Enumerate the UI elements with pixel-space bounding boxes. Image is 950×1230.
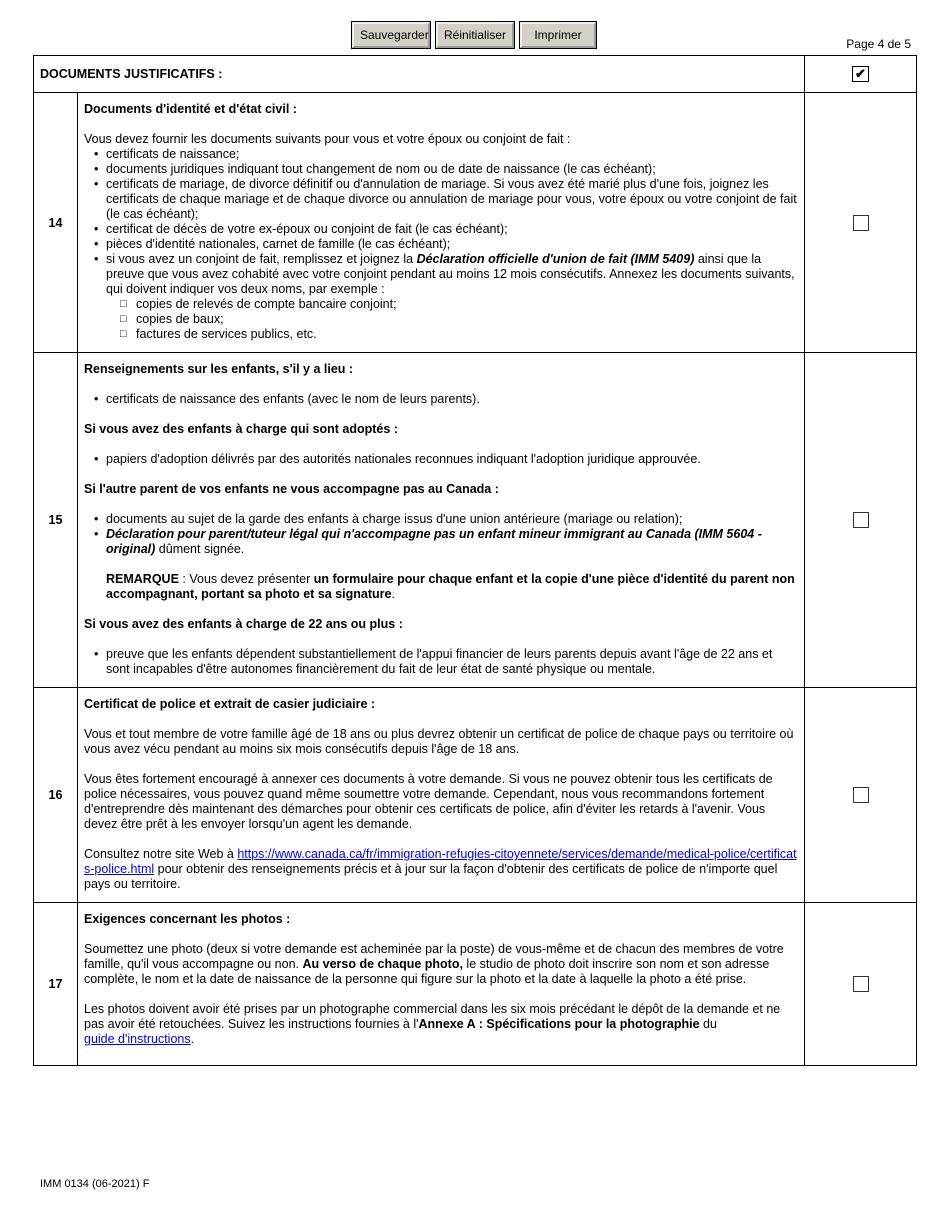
paragraph: Vous et tout membre de votre famille âgé de 18 ans ou plus devrez obtenir un certificat de police de chaque pays ou territoire où vous avez vécu pendant au moins six mois consécutifs depuis l'âge de 18 ans.	[84, 727, 794, 756]
form-code: IMM 0134 (06-2021) F	[40, 1178, 150, 1190]
paragraph: Vous êtes fortement encouragé à annexer ces documents à votre demande. Si vous ne pouvez obtenir tous les certificats de police nécessaires, vous pouvez quand même soumettre votre demande. Cependant, nous vous recommandons fortement d'entreprendre dès maintenant des démarches pour obtenir ces certificats de police, afin d'éviter les retards à l'avenir. Vous devez être prêt à les envoyer lorsqu'un agent les demande.	[84, 772, 773, 831]
row-number: 15	[34, 353, 78, 688]
row-content	[78, 93, 805, 353]
section-title: Exigences concernant les photos :	[84, 912, 291, 926]
row-number: 14	[34, 93, 78, 353]
list-item: • papiers d'adoption délivrés par des autorités nationales reconnues indiquant l'adoption juridique approuvée.	[106, 452, 798, 467]
instruction-guide-link[interactable]: guide d'instructions	[84, 1032, 191, 1046]
form-reference: Déclaration pour parent/tuteur légal qui n'accompagne pas un enfant mineur immigrant au Canada (IMM 5604 - original)	[106, 527, 762, 556]
header-row	[34, 56, 917, 93]
section-subtitle: Si vous avez des enfants à charge qui sont adoptés :	[84, 422, 398, 436]
document-list	[84, 147, 798, 342]
form-reference: Déclaration officielle d'union de fait (IMM 5409)	[416, 252, 695, 266]
table-row	[34, 353, 917, 688]
checkbox-14[interactable]	[853, 215, 869, 231]
save-button[interactable]: Sauvegarder	[352, 22, 430, 48]
list-item: • Déclaration pour parent/tuteur légal qui n'accompagne pas un enfant mineur immigrant au Canada (IMM 5604 - original) dûment signée.	[106, 527, 798, 557]
section-title: Certificat de police et extrait de casier judiciaire :	[84, 697, 376, 711]
table-row	[34, 903, 917, 1066]
row-number: 16	[34, 688, 78, 903]
paragraph: Consultez notre site Web à https://www.canada.ca/fr/immigration-refugies-citoyennete/services/demande/medical-police/certificats-police.html pour obtenir des renseignements précis et à jour sur la façon d'obtenir des certificats de police de n'importe quel pays ou territoire.	[84, 847, 797, 891]
checkbox-16[interactable]	[853, 787, 869, 803]
list-item: • preuve que les enfants dépendent substantiellement de l'appui financier de leurs parents depuis avant l'âge de 22 ans et sont incapables d'être autonomes financièrement du fait de leur état de santé physique ou mentale.	[106, 647, 798, 677]
section-title: Documents d'identité et d'état civil :	[84, 102, 297, 116]
reset-button[interactable]: Réinitialiser	[436, 22, 514, 48]
list-item: • documents juridiques indiquant tout changement de nom ou de date de naissance (le cas échéant);	[106, 162, 798, 177]
sub-list	[106, 297, 798, 342]
sub-list-item: □ factures de services publics, etc.	[136, 327, 798, 342]
section-title: Renseignements sur les enfants, s'il y a lieu :	[84, 362, 354, 376]
print-button[interactable]: Imprimer	[520, 22, 596, 48]
paragraph: Les photos doivent avoir été prises par un photographe commercial dans les six mois précédant le dépôt de la demande et ne pas avoir été retouchées. Suivez les instructions fournies à l'Annexe A : Spécifications pour la photographie du guide d'instructions.	[84, 1002, 781, 1046]
list-item: • documents au sujet de la garde des enfants à charge issus d'une union antérieure (mariage ou relation);	[106, 512, 798, 527]
section-subtitle: Si l'autre parent de vos enfants ne vous accompagne pas au Canada :	[84, 482, 499, 496]
row-content	[78, 903, 805, 1066]
row-content	[78, 353, 805, 688]
documents-table	[33, 55, 917, 1066]
paragraph: Soumettez une photo (deux si votre demande est acheminée par la poste) de vous-même et de chacun des membres de votre famille, qu'il vous accompagne ou non. Au verso de chaque photo, le studio de photo doit inscrire son nom et son adresse complète, le nom et la date de naissance de la personne qui figure sur la photo et la date à laquelle la photo a été prise.	[84, 942, 784, 986]
list-item: • certificats de naissance des enfants (avec le nom de leurs parents).	[106, 392, 798, 407]
list-item: • certificats de mariage, de divorce définitif ou d'annulation de mariage. Si vous avez été marié plus d'une fois, joignez les certificats de chaque mariage et de chaque divorce ou annulation de mariage pour vous, votre époux ou votre conjoint de fait (le cas échéant);	[106, 177, 798, 222]
list-item: • pièces d'identité nationales, carnet de famille (le cas échéant);	[106, 237, 798, 252]
header-checkmark-checkbox[interactable]: ✔	[852, 66, 869, 82]
form-toolbar	[352, 22, 596, 48]
sub-list-item: □ copies de relevés de compte bancaire conjoint;	[136, 297, 798, 312]
row-content	[78, 688, 805, 903]
table-row	[34, 688, 917, 903]
section-intro: Vous devez fournir les documents suivants pour vous et votre époux ou conjoint de fait :	[84, 132, 571, 146]
list-item: • si vous avez un conjoint de fait, remplissez et joignez la Déclaration officielle d'union de fait (IMM 5409) ainsi que la preuve que vous avez cohabité avec votre conjoint pendant au moins 12 mois consécutifs. Annexez les documents suivants, qui doivent indiquer vos deux noms, par exemple : □ copies de relevés de compte bancaire conjoint; □ copies de baux; □ factures de services publics, etc.	[106, 252, 798, 342]
list-item: • certificat de décès de votre ex-époux ou conjoint de fait (le cas échéant);	[106, 222, 798, 237]
table-row	[34, 93, 917, 353]
note: REMARQUE : Vous devez présenter un formulaire pour chaque enfant et la copie d'une pièce d'identité du parent non accompagnant, portant sa photo et sa signature.	[106, 572, 795, 601]
list-item: • certificats de naissance;	[106, 147, 798, 162]
row-number: 17	[34, 903, 78, 1066]
checkbox-17[interactable]	[853, 976, 869, 992]
sub-list-item: □ copies de baux;	[136, 312, 798, 327]
section-heading: DOCUMENTS JUSTIFICATIFS :	[34, 56, 805, 93]
section-subtitle: Si vous avez des enfants à charge de 22 ans ou plus :	[84, 617, 403, 631]
checkbox-15[interactable]	[853, 512, 869, 528]
page-number: Page 4 de 5	[846, 37, 911, 51]
police-certificates-link[interactable]: https://www.canada.ca/fr/immigration-refugies-citoyennete/services/demande/medical-police/certificats-police.html	[84, 847, 797, 876]
